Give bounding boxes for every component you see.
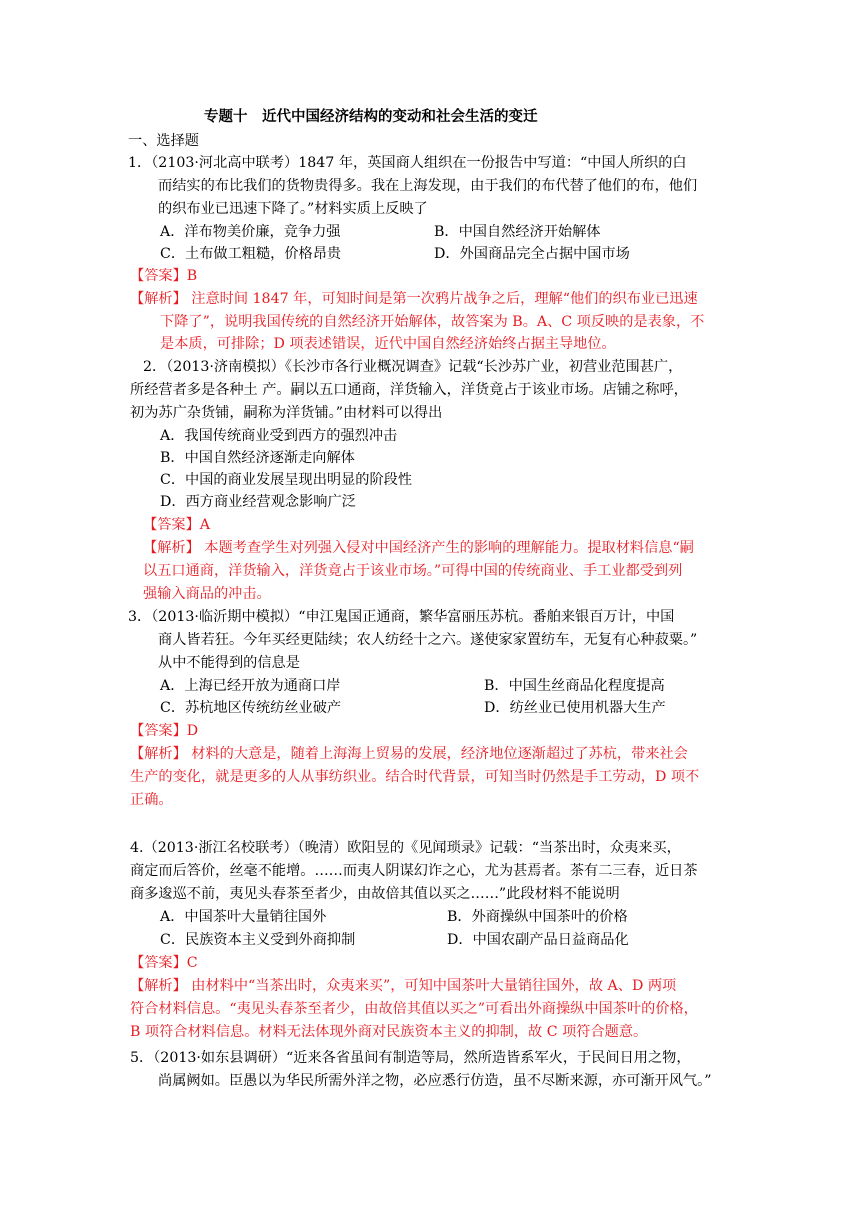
q4-option-d: D．中国农副产品日益商品化 [447,932,629,948]
q5-stem-line: 5．（2013·如东县调研）“近来各省虽间有制造等局，然所造皆系军火，于民间日用之物， [130,1050,691,1066]
q3-analysis-line: 正确。 [130,792,173,808]
q4-stem-line: 商定而后答价，丝毫不能增。……而夷人阴谋幻诈之心，尤为甚焉者。茶有二三春，近日茶 [130,863,698,879]
q1-stem-line: 1．（2103·河北高中联考）1847 年，英国商人组织在一份报告中写道：“中国人所织的白 [128,155,687,171]
q3-analysis-line: 生产的变化，就是更多的人从事纺织业。结合时代背景，可知当时仍然是手工劳动，D 项不 [130,769,700,785]
q2-option-a: A．我国传统商业受到西方的强烈冲击 [160,428,398,444]
q4-analysis-line: B 项符合材料信息。材料无法体现外商对民族资本主义的抑制，故 C 项符合题意。 [130,1024,648,1040]
q2-option-d: D．西方商业经营观念影响广泛 [160,494,356,510]
q3-stem-line: 从中不能得到的信息是 [158,655,300,671]
q4-stem-line: 4.（2013·浙江名校联考）（晚清）欧阳昱的《见闻琐录》记载：“当茶出时，众夷来买， [130,840,681,856]
q1-stem-line: 的织布业已迅速下降了。”材料实质上反映了 [158,201,428,217]
q3-option-b: B．中国生丝商品化程度提高 [484,678,665,694]
q3-analysis-line: 【解析】 材料的大意是，随着上海海上贸易的发展，经济地位逐渐超过了苏杭，带来社会 [130,746,688,762]
q1-option-a: A．洋布物美价廉，竞争力强 [160,224,341,240]
q2-option-b: B．中国自然经济逐渐走向解体 [160,450,355,466]
q2-stem-line: 所经营者多是各种土 产。嗣以五口通商，洋货输入，洋货竟占于该业市场。店铺之称呼， [130,382,688,398]
q5-stem-line: 尚属阙如。臣愚以为华民所需外洋之物，必应悉行仿造，虽不尽断来源，亦可渐开风气。” [158,1073,712,1089]
q1-analysis-line: 是本质，可排除；D 项表述错误，近代中国自然经济始终占据主导地位。 [160,336,616,352]
section-heading: 一、选择题 [128,133,199,149]
q2-analysis-line: 强输入商品的冲击。 [143,586,271,602]
q2-stem-line: 2．（2013·济南模拟）《长沙市各行业概况调查》记载“长沙苏广业，初营业范围甚广， [143,359,683,375]
q4-option-c: C．民族资本主义受到外商抑制 [160,932,356,948]
doc-title: 专题十 近代中国经济结构的变动和社会生活的变迁 [204,108,538,125]
q2-answer: 【答案】A [143,517,210,533]
q1-stem-line: 而结实的布比我们的货物贵得多。我在上海发现，由于我们的布代替了他们的布，他们 [158,178,698,194]
q4-stem-line: 商多逡巡不前，夷见头春茶至者少，由故倍其值以买之……”此段材料不能说明 [130,886,620,902]
q1-option-c: C．土布做工粗糙，价格昂贵 [160,246,342,262]
q3-stem-line: 商人皆若狂。今年买经更陆续；农人纺经十之六。遂使家家置纺车，无复有心种菽粟。” [158,632,698,648]
q4-answer: 【答案】C [130,955,198,971]
q2-analysis-line: 以五口通商，洋货输入，洋货竟占于该业市场。”可得中国的传统商业、手工业都受到列 [143,563,683,579]
q2-stem-line: 初为苏广杂货铺，嗣称为洋货铺。”由材料可以得出 [130,405,443,421]
q1-option-d: D．外国商品完全占据中国市场 [434,246,630,262]
q4-option-a: A．中国茶叶大量销往国外 [160,909,327,925]
q1-analysis-line: 【解析】 注意时间 1847 年，可知时间是第一次鸦片战争之后，理解“他们的织布业已迅速 [130,291,698,307]
q3-option-d: D．纺丝业已使用机器大生产 [484,700,666,716]
q2-analysis-line: 【解析】 本题考查学生对列强入侵对中国经济产生的影响的理解能力。提取材料信息“嗣 [143,540,694,556]
q1-option-b: B．中国自然经济开始解体 [434,224,601,240]
q3-option-c: C．苏杭地区传统纺丝业破产 [160,700,342,716]
q1-answer: 【答案】B [130,268,198,284]
q4-analysis-line: 【解析】 由材料中“当茶出时，众夷来买”，可知中国茶叶大量销往国外，故 A、D 两项 [130,978,677,994]
q2-option-c: C．中国的商业发展呈现出明显的阶段性 [160,472,413,488]
q4-option-b: B．外商操纵中国茶叶的价格 [447,909,628,925]
q4-analysis-line: 符合材料信息。“夷见头春茶至者少，由故倍其值以买之”可看出外商操纵中国茶叶的价格， [130,1001,698,1017]
q3-stem-line: 3．（2013·临沂期中模拟）“申江鬼国正通商，繁华富丽压苏杭。番舶来银百万计，中国 [128,609,675,625]
q1-analysis-line: 下降了”，说明我国传统的自然经济开始解体，故答案为 B。A、C 项反映的是表象，不 [160,314,705,330]
q3-option-a: A．上海已经开放为通商口岸 [160,678,341,694]
q3-answer: 【答案】D [130,723,199,739]
